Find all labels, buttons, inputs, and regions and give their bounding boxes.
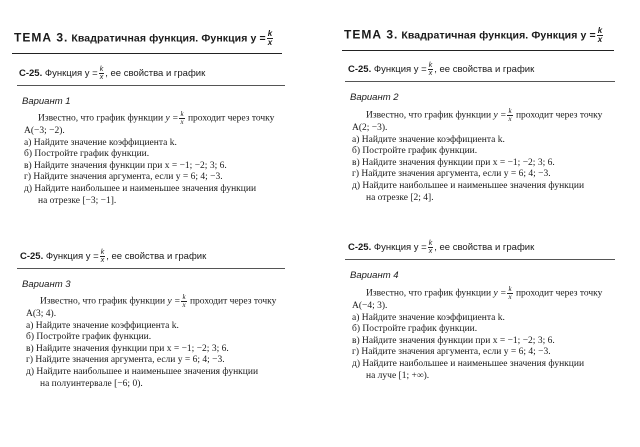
- task-intro: Известно, что график функции y = $\frac{k}{x}$ проходит через точку: [366, 285, 603, 301]
- task-intro: Известно, что график функции y = $\frac{k}{x}$ проходит через точку: [366, 107, 603, 123]
- section-heading-v2: С-25. Функция y = $\frac{k}{x}$ , ее свойства и график: [348, 62, 535, 77]
- task-v4: [352, 286, 617, 382]
- section-heading-v1: С-25. Функция y = $\frac{k}{x}$ , ее свойства и график: [19, 66, 206, 81]
- task-item: в) Найдите значения функции при x = −1; −2; 3; 6.: [352, 335, 555, 346]
- task-intro: Известно, что график функции y = $\frac{k}{x}$ проходит через точку: [38, 110, 275, 126]
- task-tail: на отрезке [2; 4].: [366, 192, 434, 203]
- task-item: г) Найдите значения аргумента, если y = 6; 4; −3.: [26, 355, 225, 366]
- section-rule-v2: [345, 81, 615, 82]
- section-rule-v3: [17, 268, 285, 269]
- task-v1: [24, 111, 289, 207]
- task-item: д) Найдите наибольшее и наименьшее значения функции: [26, 366, 259, 377]
- task-item: б) Постройте график функции.: [24, 149, 150, 160]
- task-point: A(−3; −2).: [24, 126, 65, 136]
- task-v3: [26, 294, 291, 390]
- task-item: д) Найдите наибольшее и наименьшее значения функции: [352, 180, 585, 191]
- task-tail: на полуинтервале [−6; 0).: [40, 378, 143, 389]
- section-heading-v3: С-25. Функция y = $\frac{k}{x}$ , ее свойства и график: [20, 249, 207, 264]
- task-item: в) Найдите значения функции при x = −1; −2; 3; 6.: [352, 157, 555, 168]
- section-rule-v1: [17, 85, 285, 86]
- variant-label: Вариант 4: [350, 270, 399, 281]
- task-item: а) Найдите значение коэффициента k.: [24, 137, 177, 148]
- task-point: A(2; −3).: [352, 123, 388, 133]
- theme-heading-left: ТЕМА 3. Квадратичная функция. Функция y = $\frac{k}{x}$: [14, 29, 273, 47]
- task-item: б) Постройте график функции.: [26, 332, 152, 343]
- variant-label: Вариант 2: [350, 92, 399, 103]
- task-item: г) Найдите значения аргумента, если y = 6; 4; −3.: [352, 169, 551, 180]
- task-item: в) Найдите значения функции при x = −1; −2; 3; 6.: [26, 343, 229, 354]
- theme-heading-right: ТЕМА 3. Квадратичная функция. Функция y = $\frac{k}{x}$: [344, 26, 603, 44]
- theme-rule-left: [12, 53, 282, 54]
- task-item: а) Найдите значение коэффициента k.: [26, 320, 179, 331]
- task-item: д) Найдите наибольшее и наименьшее значения функции: [24, 183, 257, 194]
- task-tail: на луче [1; +∞).: [366, 370, 430, 381]
- variant-label: Вариант 1: [22, 96, 71, 107]
- task-item: в) Найдите значения функции при x = −1; −2; 3; 6.: [24, 160, 227, 171]
- task-point: A(−4; 3).: [352, 301, 388, 311]
- task-tail: на отрезке [−3; −1].: [38, 195, 117, 206]
- task-item: д) Найдите наибольшее и наименьшее значения функции: [352, 358, 585, 369]
- section-rule-v4: [345, 259, 615, 260]
- task-item: б) Постройте график функции.: [352, 146, 478, 157]
- task-item: а) Найдите значение коэффициента k.: [352, 134, 505, 145]
- variant-label: Вариант 3: [22, 279, 71, 290]
- task-item: г) Найдите значения аргумента, если y = 6; 4; −3.: [352, 347, 551, 358]
- theme-rule-right: [342, 50, 614, 51]
- section-heading-v4: С-25. Функция y = $\frac{k}{x}$ , ее свойства и график: [348, 240, 535, 255]
- task-point: A(3; 4).: [26, 309, 57, 319]
- task-item: а) Найдите значение коэффициента k.: [352, 312, 505, 323]
- task-item: б) Постройте график функции.: [352, 324, 478, 335]
- task-v2: [352, 108, 617, 204]
- task-intro: Известно, что график функции y = $\frac{k}{x}$ проходит через точку: [40, 293, 277, 309]
- task-item: г) Найдите значения аргумента, если y = 6; 4; −3.: [24, 172, 223, 183]
